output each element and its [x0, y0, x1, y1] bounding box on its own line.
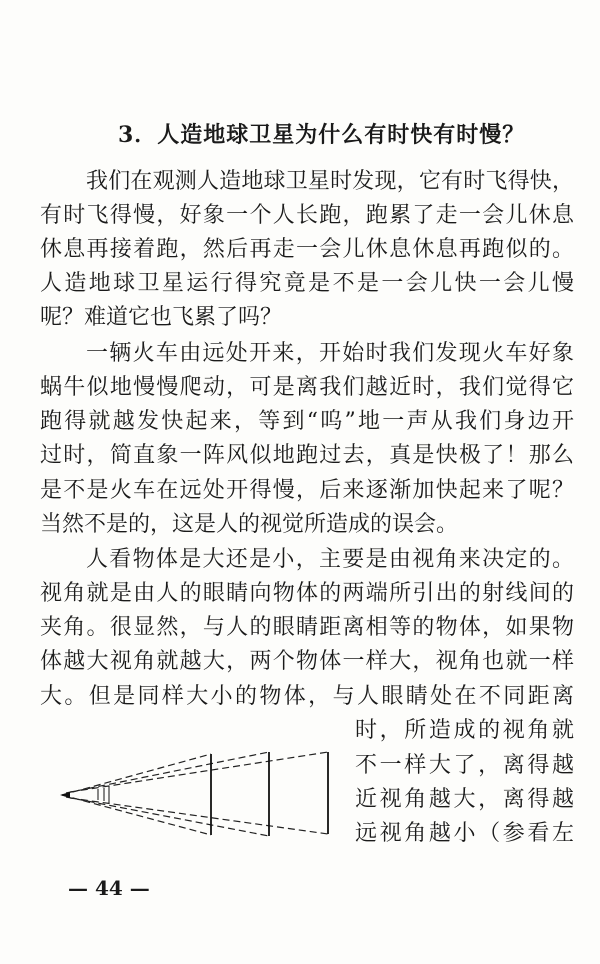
text-line: 一辆火车由远处开来，开始时我们发现火车好象: [86, 341, 574, 366]
page-number: — 44 —: [68, 876, 150, 900]
text-line: 是不是火车在远处开得慢，后来逐渐加快起来了呢？: [40, 478, 574, 503]
text-line: 不一样大了，离得越: [355, 753, 574, 778]
text-line: 有时飞得慢，好象一个人长跑，跑累了走一会儿休息: [40, 203, 574, 228]
text-line: 近视角越大，离得越: [355, 787, 574, 812]
text-line: 人造地球卫星运行得究竟是不是一会儿快一会儿慢: [40, 271, 574, 296]
text-line: 时，所造成的视角就: [355, 718, 574, 743]
text-line: 蜗牛似地慢慢爬动，可是离我们越近时，我们觉得它: [40, 375, 574, 400]
eye-point-icon: [60, 792, 70, 798]
text-line: 视角就是由人的眼睛向物体的两端所引出的射线间的: [40, 581, 574, 606]
text-line: 体越大视角就越大，两个物体一样大，视角也就一样: [40, 649, 574, 674]
text-line: 休息再接着跑，然后再走一会儿休息休息再跑似的。: [40, 237, 574, 262]
section-title: 3．人造地球卫星为什么有时快有时慢？: [118, 122, 526, 148]
text-line: 跑得就越发快起来，等到“呜”地一声从我们身边开: [40, 409, 574, 434]
text-line: 夹角。很显然，与人的眼睛距离相等的物体，如果物: [40, 615, 574, 640]
text-line: 过时，简直象一阵风似地跑过去，真是快极了！那么: [40, 443, 574, 468]
text-line: 大。但是同样大小的物体，与人眼睛处在不同距离: [40, 684, 574, 709]
text-line: 远视角越小（参看左: [355, 821, 574, 846]
text-line: 当然不是的，这是人的视觉所造成的误会。: [40, 512, 459, 537]
text-line: 我们在观测人造地球卫星时发现，它有时飞得快，: [86, 169, 574, 194]
text-line: 呢？难道它也飞累了吗？: [40, 305, 283, 330]
text-line: 人看物体是大还是小，主要是由视角来决定的。: [86, 547, 574, 572]
